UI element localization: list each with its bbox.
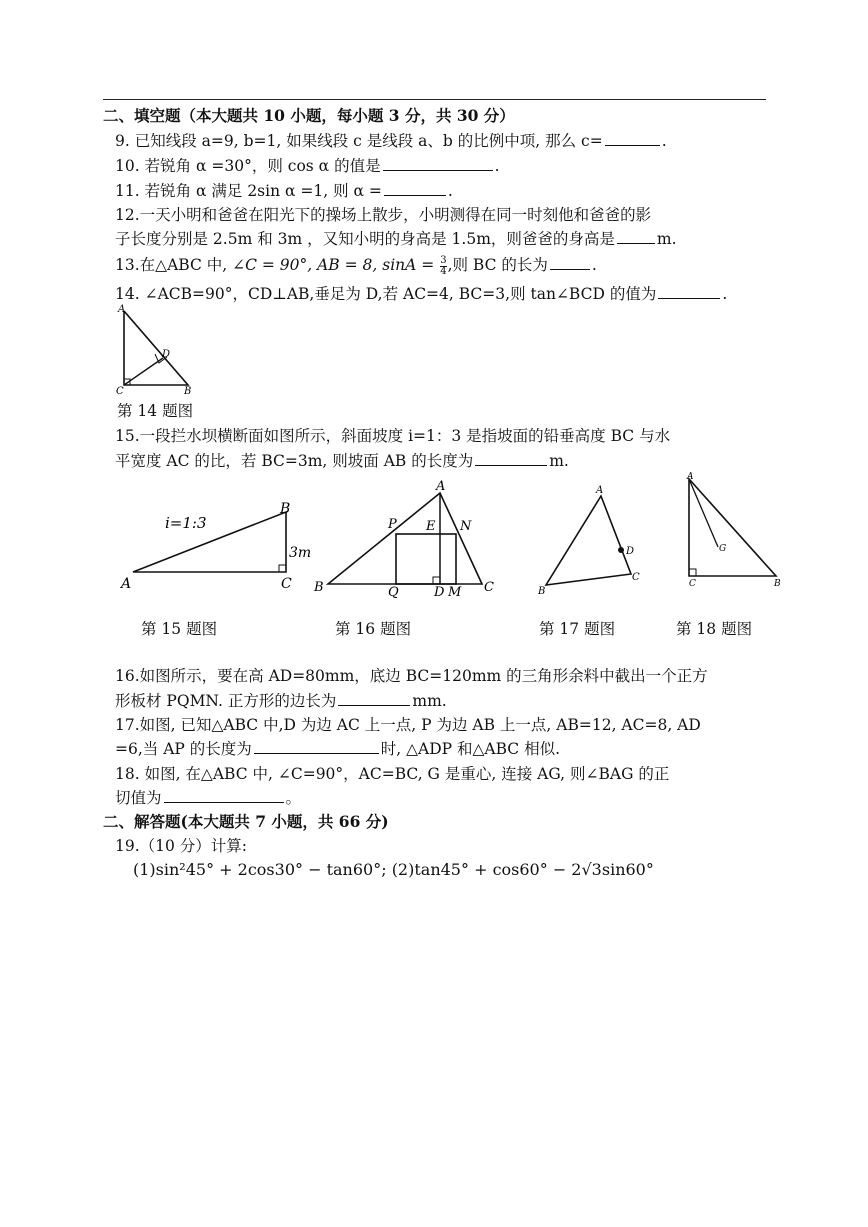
question-13-prefix: 13.在△ABC 中, [115, 256, 233, 274]
question-10-text: 10. 若锐角 α =30°，则 cos α 的值是 [115, 157, 381, 175]
question-18-line2 [115, 786, 301, 810]
label-C: C [632, 572, 640, 583]
question-19-expressions [133, 858, 654, 882]
label-C: C [116, 386, 124, 397]
label-B: B [184, 386, 192, 397]
answer-blank[interactable] [605, 129, 660, 146]
unit-mm: mm. [412, 692, 447, 710]
question-17-line1: 17.如图, 已知△ABC 中,D 为边 AC 上一点, P 为边 AB 上一点, AB=12, AC=8, AD [115, 716, 701, 734]
label-Q: Q [388, 585, 399, 600]
question-9-text: 9. 已知线段 a=9, b=1, 如果线段 c 是线段 a、b 的比例中项, 那么 c= [115, 132, 603, 150]
question-11-text: 11. 若锐角 α 满足 2sin α =1, 则 α = [115, 182, 382, 200]
unit-m: m. [549, 452, 569, 470]
answer-blank[interactable] [164, 786, 284, 803]
figure-15-diagram [115, 495, 312, 595]
label-C: C [281, 576, 292, 592]
question-12-line2 [115, 227, 677, 251]
section-title-solutions: 二、解答题(本大题共 7 小题，共 66 分) [103, 812, 389, 831]
question-19: 19.（10 分）计算: [115, 837, 248, 855]
label-B: B [314, 580, 324, 595]
question-12-text: 子长度分别是 2.5m 和 3m ，又知小明的身高是 1.5m，则爸爸的身高是 [115, 230, 615, 248]
figure-15-caption: 第 15 题图 [141, 620, 218, 638]
section-title-fill-in: 二、填空题（本大题共 10 小题，每小题 3 分，共 30 分） [103, 106, 515, 125]
figure-16-caption: 第 16 题图 [335, 620, 412, 638]
label-B: B [774, 579, 781, 589]
question-15-line2 [115, 449, 569, 473]
figure-18-diagram [675, 470, 795, 590]
label-G: G [719, 544, 727, 554]
label-C: C [689, 579, 696, 589]
question-18-text: 切值为 [115, 789, 162, 807]
question-14: 14. ∠ACB=90°，CD⊥AB,垂足为 D,若 AC=4, BC=3,则 tan∠BCD 的值为 . [115, 282, 727, 306]
label-B: B [538, 586, 546, 597]
expression-1: (1)sin²45° + 2cos30° − tan60°; [133, 860, 387, 879]
question-10: 10. 若锐角 α =30°，则 cos α 的值是 . [115, 154, 500, 178]
question-17-text: =6,当 AP 的长度为 [115, 740, 252, 758]
figure-14-caption: 第 14 题图 [117, 402, 194, 420]
top-rule [103, 99, 766, 100]
unit-m: m. [656, 230, 677, 248]
label-D: D [434, 585, 445, 600]
label-M: M [448, 585, 462, 600]
label-B: B [280, 501, 291, 517]
question-12-line1: 12.一天小明和爸爸在阳光下的操场上散步，小明测得在同一时刻他和爸爸的影 [115, 206, 652, 224]
height-label: 3m [289, 545, 312, 561]
figure-17-diagram [530, 480, 645, 600]
label-E: E [426, 519, 436, 534]
answer-blank[interactable] [658, 282, 720, 299]
answer-blank[interactable] [384, 179, 446, 196]
label-A: A [118, 304, 126, 315]
question-13-suffix: ,则 BC 的长为 [447, 256, 548, 274]
question-16-text: 形板材 PQMN. 正方形的边长为 [115, 692, 337, 710]
answer-blank[interactable] [550, 253, 590, 270]
answer-blank[interactable] [254, 737, 379, 754]
figure-18-caption: 第 18 题图 [676, 620, 753, 638]
question-17-line2 [115, 737, 560, 761]
answer-blank[interactable] [338, 689, 410, 706]
period-mark: 。 [285, 789, 302, 807]
question-11: 11. 若锐角 α 满足 2sin α =1, 则 α = . [115, 179, 453, 203]
question-13-formula: ∠C = 90°, AB = 8, sinA = [232, 256, 440, 274]
question-16-line2 [115, 689, 447, 713]
label-A: A [596, 485, 604, 496]
label-A: A [436, 479, 446, 494]
figure-14-diagram [110, 305, 200, 397]
slope-label: i=1:3 [165, 514, 207, 532]
question-14-text: 14. ∠ACB=90°，CD⊥AB,垂足为 D,若 AC=4, BC=3,则 tan∠BCD 的值为 [115, 285, 657, 303]
figure-17-caption: 第 17 题图 [539, 620, 616, 638]
question-13: 13.在△ABC 中, ∠C = 90°, AB = 8, sinA = $\frac{3}{4}$ ,则 BC 的长为 . [115, 254, 597, 277]
question-16-line1: 16.如图所示，要在高 AD=80mm，底边 BC=120mm 的三角形余料中截出一个正方 [115, 667, 708, 685]
answer-blank[interactable] [383, 154, 493, 171]
question-15-line1: 15.一段拦水坝横断面如图所示，斜面坡度 i=1：3 是指坡面的铅垂高度 BC 与水 [115, 427, 671, 445]
label-N: N [460, 519, 472, 534]
question-17-suffix: 时, △ADP 和△ABC 相似. [380, 740, 561, 758]
answer-blank[interactable] [617, 227, 655, 244]
label-D: D [626, 546, 635, 557]
figure-16-diagram [310, 478, 505, 598]
label-D: D [162, 349, 171, 360]
label-A: A [687, 472, 694, 482]
fraction-numerator: 3 [440, 254, 447, 266]
expression-2: (2)tan45° + cos60° − 2√3sin60° [391, 860, 654, 879]
label-P: P [388, 517, 397, 532]
answer-blank[interactable] [475, 449, 547, 466]
fraction-denominator: 4 [440, 265, 447, 277]
question-9: 9. 已知线段 a=9, b=1, 如果线段 c 是线段 a、b 的比例中项, 那么 c= . [115, 129, 667, 153]
fraction-3-4 [440, 256, 446, 277]
question-18-line1: 18. 如图, 在△ABC 中, ∠C=90°，AC=BC, G 是重心, 连接 AG, 则∠BAG 的正 [115, 765, 670, 783]
label-A: A [121, 576, 132, 592]
label-C: C [484, 580, 494, 595]
question-15-text: 平宽度 AC 的比，若 BC=3m, 则坡面 AB 的长度为 [115, 452, 474, 470]
